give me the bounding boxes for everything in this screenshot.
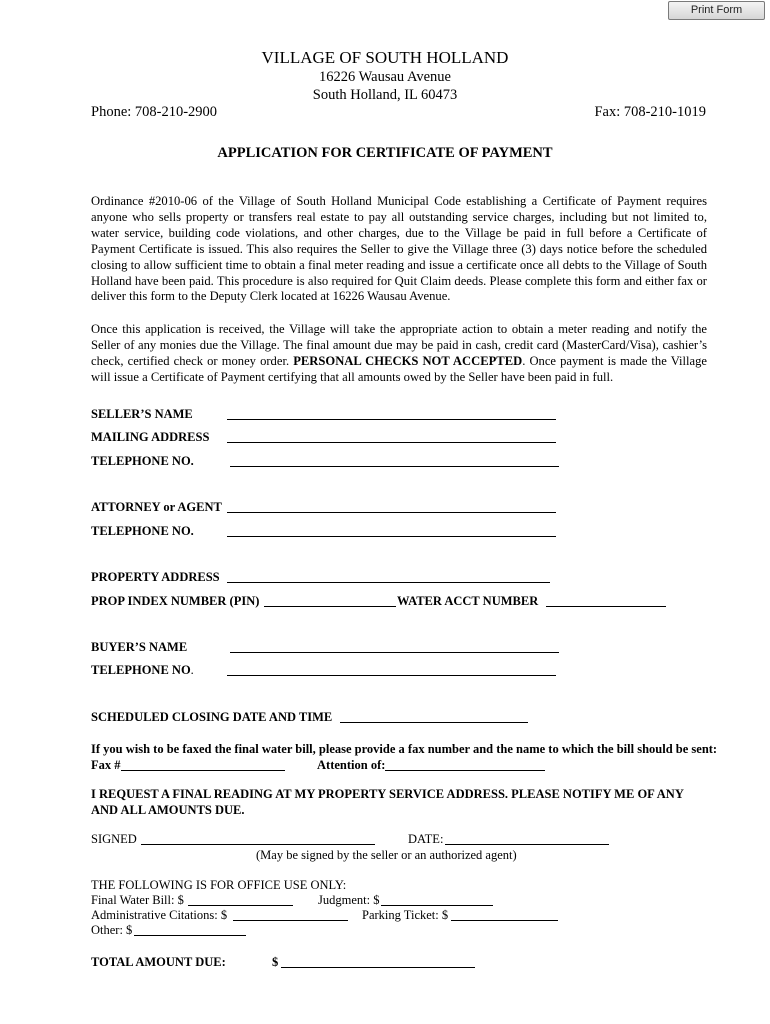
seller-telephone-label: TELEPHONE NO.	[91, 454, 194, 468]
buyer-telephone-field[interactable]	[227, 663, 556, 676]
total-dollar-sign: $	[272, 955, 279, 969]
judgment-field[interactable]	[381, 893, 493, 906]
total-amount-due-label: TOTAL AMOUNT DUE:	[91, 955, 226, 969]
other-field[interactable]	[134, 923, 246, 936]
date-field[interactable]	[445, 832, 609, 845]
ordinance-paragraph	[91, 194, 707, 305]
signed-label: SIGNED	[91, 832, 137, 846]
judgment-label: Judgment: $	[318, 893, 380, 907]
total-amount-due-field[interactable]	[281, 955, 475, 968]
date-label: DATE:	[408, 832, 444, 846]
buyers-name-label: BUYER’S NAME	[91, 640, 188, 654]
payment-text	[91, 322, 707, 386]
seller-telephone-field[interactable]	[230, 454, 559, 467]
payment-text-after: . Once payment is made the Village will issue a Certificate of Payment certifying that all amounts owed by the Seller have been paid in full.	[91, 353, 708, 384]
buyers-name-field[interactable]	[230, 640, 559, 653]
property-address-label: PROPERTY ADDRESS	[91, 570, 220, 584]
attorney-telephone-label: TELEPHONE NO.	[91, 524, 194, 538]
address-line-2: South Holland, IL 60473	[312, 87, 458, 103]
final-water-bill-label: Final Water Bill: $	[91, 893, 184, 907]
attention-field[interactable]	[385, 758, 545, 771]
water-account-label: WATER ACCT NUMBER	[397, 594, 539, 608]
phone-number: Phone: 708-210-2900	[91, 104, 218, 120]
print-form-button[interactable]: Print Form	[668, 1, 765, 20]
fax-number-field[interactable]	[121, 758, 285, 771]
parking-ticket-field[interactable]	[451, 908, 558, 921]
address-line-1: 16226 Wausau Avenue	[319, 69, 451, 85]
buyer-telephone-period: .	[190, 663, 194, 677]
signature-field[interactable]	[141, 832, 375, 845]
fax-number: Fax: 708-210-1019	[594, 104, 706, 120]
form-title: APPLICATION FOR CERTIFICATE OF PAYMENT	[217, 145, 553, 161]
closing-date-label: SCHEDULED CLOSING DATE AND TIME	[91, 710, 333, 724]
mailing-address-field[interactable]	[227, 430, 556, 443]
attorney-agent-label: ATTORNEY or AGENT	[91, 500, 222, 514]
payment-paragraph	[91, 322, 707, 386]
payment-text-before: Once this application is received, the Village will take the appropriate action to obtain a meter reading and notify the Seller of any monies due the Village. The final amount due may be paid in cash, credit card (MasterCard/Visa), cashier’s check, certified check or money order.	[91, 322, 707, 368]
buyer-telephone-label	[91, 663, 194, 678]
property-address-field[interactable]	[227, 570, 550, 583]
admin-citations-field[interactable]	[233, 908, 348, 921]
final-reading-request: I REQUEST A FINAL READING AT MY PROPERTY SERVICE ADDRESS. PLEASE NOTIFY ME OF ANY AND ALL AMOUNTS DUE.	[91, 787, 684, 817]
buyer-telephone-text: TELEPHONE NO	[91, 663, 191, 677]
sellers-name-field[interactable]	[227, 407, 556, 420]
attention-label: Attention of:	[317, 758, 386, 772]
office-use-header: THE FOLLOWING IS FOR OFFICE USE ONLY:	[91, 878, 347, 892]
pin-field[interactable]	[264, 594, 396, 607]
mailing-address-label: MAILING ADDRESS	[91, 430, 210, 444]
attorney-agent-field[interactable]	[227, 500, 556, 513]
attorney-telephone-field[interactable]	[227, 524, 556, 537]
no-personal-checks-notice: PERSONAL CHECKS NOT ACCEPTED	[293, 353, 523, 368]
admin-citations-label: Administrative Citations: $	[91, 908, 228, 922]
pin-label: PROP INDEX NUMBER (PIN)	[91, 594, 260, 608]
fax-number-label: Fax #	[91, 758, 121, 772]
sellers-name-label: SELLER’S NAME	[91, 407, 193, 421]
other-label: Other: $	[91, 923, 133, 937]
water-account-field[interactable]	[546, 594, 666, 607]
signature-note: (May be signed by the seller or an authorized agent)	[256, 848, 517, 862]
parking-ticket-label: Parking Ticket: $	[362, 908, 449, 922]
final-water-bill-field[interactable]	[188, 893, 293, 906]
closing-date-field[interactable]	[340, 710, 528, 723]
village-title: VILLAGE OF SOUTH HOLLAND	[261, 48, 509, 67]
ordinance-text: Ordinance #2010-06 of the Village of South Holland Municipal Code establishing a Certificate of Payment requires anyone who sells property or transfers real estate to pay all outstanding service charges, including but not limited to, water service, building code violations, and other charges, due to the Village be paid in full before a Certificate of Payment Certificate is issued. This also requires the Seller to give the Village three (3) days notice before the scheduled closing to allow sufficient time to obtain a final meter reading and issue a certificate once all debts to the Village of South Holland have been paid. This procedure is also required for Quit Claim deeds. Please complete this form and either fax or deliver this form to the Deputy Clerk located at 16226 Wausau Avenue.	[91, 194, 707, 304]
fax-instruction: If you wish to be faxed the final water bill, please provide a fax number and the name to which the bill should be sent:	[91, 742, 718, 756]
